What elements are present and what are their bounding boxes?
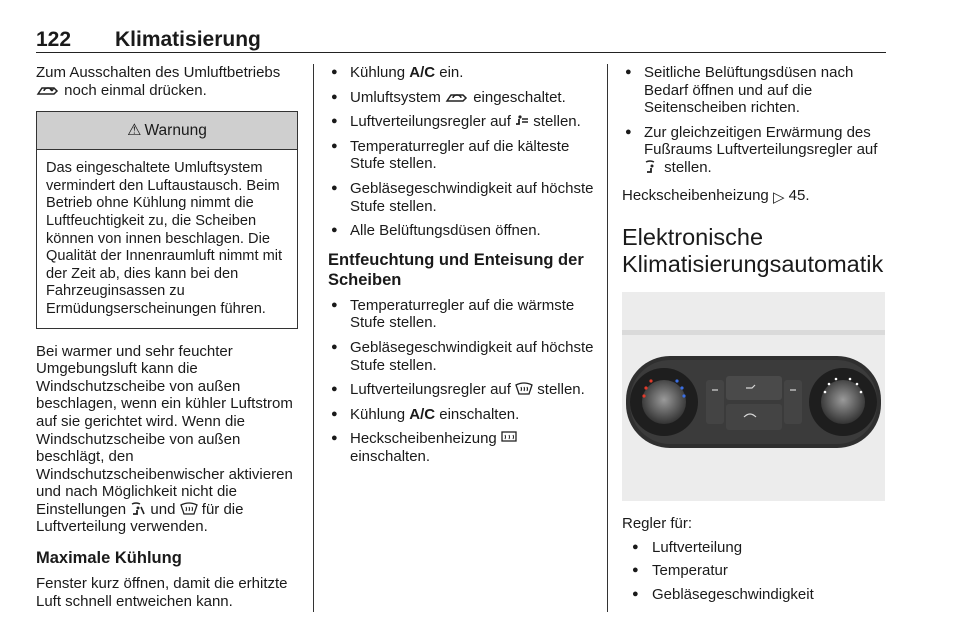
cooling-list: [328, 64, 594, 240]
list-item: ● Luftverteilung: [622, 539, 886, 557]
intro-paragraph: Zum Ausschalten des Umluftbetriebs noch einmal drücken.: [36, 64, 281, 99]
list-item: ● Kühlung A/C ein.: [328, 64, 594, 82]
list-item: ● Heckscheibenheizung einschalten.: [328, 430, 594, 465]
list-item: ● Seitliche Belüftungsdüsen nach Bedarf öffnen und auf die Seitenscheiben richten.: [622, 64, 886, 117]
list-item: ● Gebläsegeschwindigkeit auf höchste Stufe stellen.: [328, 339, 594, 374]
foot-windscreen-icon: [644, 160, 660, 174]
list-item: ● Temperaturregler auf die kälteste Stufe stellen.: [328, 138, 594, 173]
page-title: Klimatisierung: [115, 28, 261, 51]
regler-label: Regler für:: [622, 515, 693, 533]
humid-paragraph: Bei warmer und sehr feuchter Umgebungsluft kann die Windschutzscheibe von außen beschlagen, wenn ein kühler Luftstrom auf sie gerichtet wird. Wenn die Windschutzscheibe von außen beschlägt, den Windschutzscheibenwischer aktivieren und nach Möglichkeit nicht die Einstellungen und für die Luftverteilung verwenden.: [36, 342, 293, 536]
warning-text: Das eingeschaltete Umluftsystem vermindert den Luftaustausch. Beim Betrieb ohne Kühlung nimmt die Luftfeuchtigkeit zu, die Scheiben können von innen beschlagen. Die Qualität der Innenraumluft nimmt mit der Zeit ab, dies kann bei den Fahrzeuginsassen zu Ermüdungserscheinungen führen.: [46, 160, 283, 317]
page-reference-icon: ▷: [772, 188, 785, 206]
list-item: ● Luftverteilungsregler auf stellen.: [328, 381, 594, 399]
defrost-icon: [180, 502, 198, 516]
warning-title: Warnung: [144, 121, 207, 139]
rear-window-heating-icon: [501, 431, 517, 445]
vent-list: [622, 64, 886, 177]
vent-icon: [515, 115, 529, 128]
regler-list: [622, 539, 886, 604]
max-cooling-text: Fenster kurz öffnen, damit die erhitzte Luft schnell entweichen kann.: [36, 575, 288, 610]
warning-header: [37, 112, 297, 150]
page-header: [36, 28, 886, 53]
warning-box: [36, 111, 298, 328]
climate-control-panel-photo: [622, 292, 885, 501]
list-item: ● Temperaturregler auf die wärmste Stufe stellen.: [328, 297, 594, 332]
column-divider: [313, 64, 314, 612]
reference-line: Heckscheibenheizung ▷ 45.: [622, 186, 810, 206]
defrost-icon: [515, 382, 533, 396]
list-item: ● Kühlung A/C einschalten.: [328, 406, 594, 424]
foot-windscreen-icon: [130, 502, 146, 516]
column-3: [622, 64, 886, 610]
list-item: ● Zur gleichzeitigen Erwärmung des Fußraums Luftverteilungsregler auf stellen.: [622, 124, 886, 177]
list-item: ● Alle Belüftungsdüsen öffnen.: [328, 222, 594, 240]
section-heading: Elektronische Klimatisierungsautomatik: [622, 224, 884, 278]
list-item: ● Gebläsegeschwindigkeit: [622, 586, 886, 604]
list-item: ● Gebläsegeschwindigkeit auf höchste Stufe stellen.: [328, 180, 594, 215]
column-divider: [607, 64, 608, 612]
defrost-list: [328, 297, 594, 466]
warning-triangle-icon: ⚠: [127, 121, 142, 139]
page-number: 122: [36, 28, 72, 51]
recirculation-icon: [36, 84, 60, 97]
column-2: [328, 64, 594, 473]
max-cooling-heading: Maximale Kühlung: [36, 549, 182, 568]
column-1: [36, 64, 298, 610]
list-item: ● Luftverteilungsregler auf stellen.: [328, 113, 594, 131]
list-item: ● Temperatur: [622, 562, 886, 580]
recirculation-icon: [445, 91, 469, 104]
list-item: ● Umluftsystem eingeschaltet.: [328, 89, 594, 107]
defrost-heading: Entfeuchtung und Enteisung der Scheiben: [328, 250, 584, 289]
